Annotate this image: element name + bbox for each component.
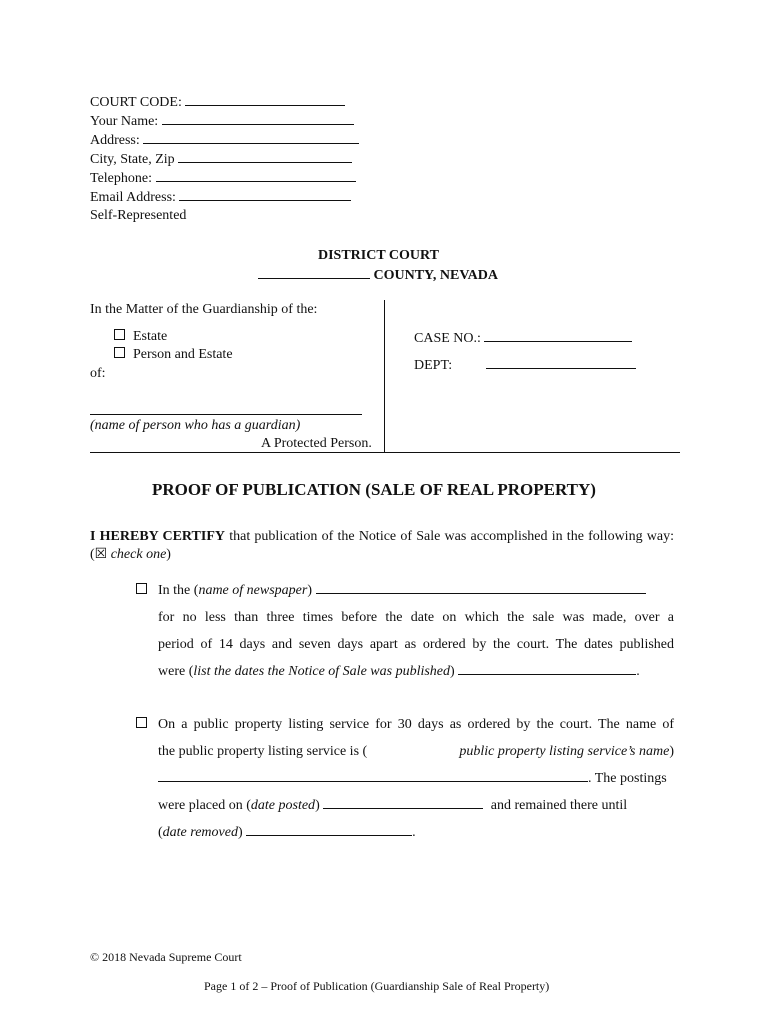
listing-service-field[interactable]	[158, 769, 588, 782]
dates-field[interactable]	[458, 662, 636, 675]
protected-name-hint-row: (name of person who has a guardian)	[90, 418, 301, 433]
court-code-label: COURT CODE:	[90, 95, 182, 110]
page-footer: Page 1 of 2 – Proof of Publication (Guardianship Sale of Real Property)	[204, 979, 550, 993]
dept-row	[414, 356, 636, 374]
certify-lead: I HEREBY CERTIFY	[90, 529, 225, 544]
listing-checkbox-wrap[interactable]	[136, 717, 155, 733]
copyright: © 2018 Nevada Supreme Court	[90, 950, 242, 964]
case-number-row	[414, 329, 632, 347]
email-field[interactable]	[179, 188, 351, 201]
caption-divider-horizontal	[90, 452, 680, 453]
dates-line: were (list the dates the Notice of Sale was published) .	[158, 664, 640, 679]
document-title: PROOF OF PUBLICATION (SALE OF REAL PROPERTY)	[152, 480, 596, 499]
protected-name-hint: name of person who has a guardian	[94, 418, 296, 433]
dates-prefix: were (	[158, 664, 194, 679]
case-number-field[interactable]	[484, 329, 632, 342]
email-row	[90, 188, 359, 207]
newspaper-line3: period of 14 days and seven days apart as ordered by the court. The dates published	[158, 637, 674, 652]
newspaper-checkbox-wrap[interactable]	[136, 583, 155, 599]
listing-line2-text: the public property listing service is (	[158, 744, 368, 759]
date-removed-hint: date removed	[162, 825, 238, 840]
estate-option[interactable]	[114, 329, 167, 345]
option-newspaper	[158, 577, 674, 685]
person-estate-option[interactable]	[114, 347, 233, 363]
your-name-row	[90, 112, 359, 131]
listing-line3	[158, 765, 674, 792]
newspaper-prefix: In the (	[158, 583, 199, 598]
person-estate-checkbox[interactable]	[114, 347, 125, 358]
email-label: Email Address:	[90, 190, 176, 205]
address-row	[90, 131, 359, 150]
listing-line2	[158, 738, 674, 765]
your-name-field[interactable]	[162, 112, 354, 125]
listing-service-hint-text: public property listing service’s name	[459, 744, 670, 759]
your-name-label: Your Name:	[90, 114, 159, 129]
newspaper-checkbox[interactable]	[136, 583, 147, 594]
date-posted-hint: date posted	[250, 798, 316, 813]
newspaper-field[interactable]	[316, 581, 646, 594]
newspaper-hint: name of newspaper	[198, 583, 308, 598]
date-posted-field[interactable]	[323, 796, 483, 809]
estate-label: Estate	[133, 329, 168, 344]
listing-line4: were placed on (date posted) and remained there until	[158, 798, 628, 813]
of-label: of:	[90, 366, 106, 381]
check-one-hint: check one	[110, 547, 167, 562]
certify-text: that publication of the Notice of Sale was accomplished in the following way: (☒	[90, 529, 674, 562]
certify-paragraph: I HEREBY CERTIFY that publication of the Notice of Sale was accomplished in the following way: (☒ check one)	[90, 529, 674, 562]
listing-line1: On a public property listing service for 30 days as ordered by the court. The name of	[158, 717, 674, 732]
court-county-row	[258, 266, 498, 284]
dates-hint: list the dates the Notice of Sale was published	[193, 664, 451, 679]
listing-service-hint: public property listing service’s name)	[459, 744, 674, 759]
person-estate-label: Person and Estate	[133, 347, 233, 362]
telephone-field[interactable]	[156, 169, 356, 182]
address-label: Address:	[90, 133, 140, 148]
telephone-label: Telephone:	[90, 171, 152, 186]
protected-name-field[interactable]	[90, 402, 362, 415]
court-county: COUNTY, NEVADA	[373, 268, 498, 283]
listing-checkbox[interactable]	[136, 717, 147, 728]
court-title: DISTRICT COURT	[318, 248, 440, 263]
placed-on-prefix: were placed on (	[158, 798, 251, 813]
case-number-label: CASE NO.:	[414, 331, 481, 346]
header-block	[90, 93, 359, 225]
protected-person-label: A Protected Person.	[261, 436, 372, 451]
city-state-zip-label: City, State, Zip	[90, 152, 175, 167]
newspaper-line2: for no less than three times before the date on which the sale was made, over a	[158, 610, 674, 625]
option-listing	[158, 711, 674, 846]
city-state-zip-field[interactable]	[178, 150, 352, 163]
dept-field[interactable]	[486, 356, 636, 369]
city-state-zip-row	[90, 150, 359, 169]
postings-label: . The postings	[588, 771, 667, 786]
court-code-field[interactable]	[185, 93, 345, 106]
date-removed-field[interactable]	[246, 823, 412, 836]
telephone-row	[90, 169, 359, 188]
listing-line5: (date removed) .	[158, 825, 416, 840]
estate-checkbox[interactable]	[114, 329, 125, 340]
dept-label: DEPT:	[414, 358, 453, 373]
court-code-row	[90, 93, 359, 112]
county-field[interactable]	[258, 266, 370, 279]
matter-text: In the Matter of the Guardianship of the:	[90, 302, 318, 317]
self-represented: Self-Represented	[90, 208, 187, 223]
newspaper-line: In the (name of newspaper)	[158, 577, 674, 604]
address-field[interactable]	[143, 131, 359, 144]
remained-label: and remained there until	[490, 798, 628, 813]
caption-divider-vertical	[384, 300, 385, 452]
